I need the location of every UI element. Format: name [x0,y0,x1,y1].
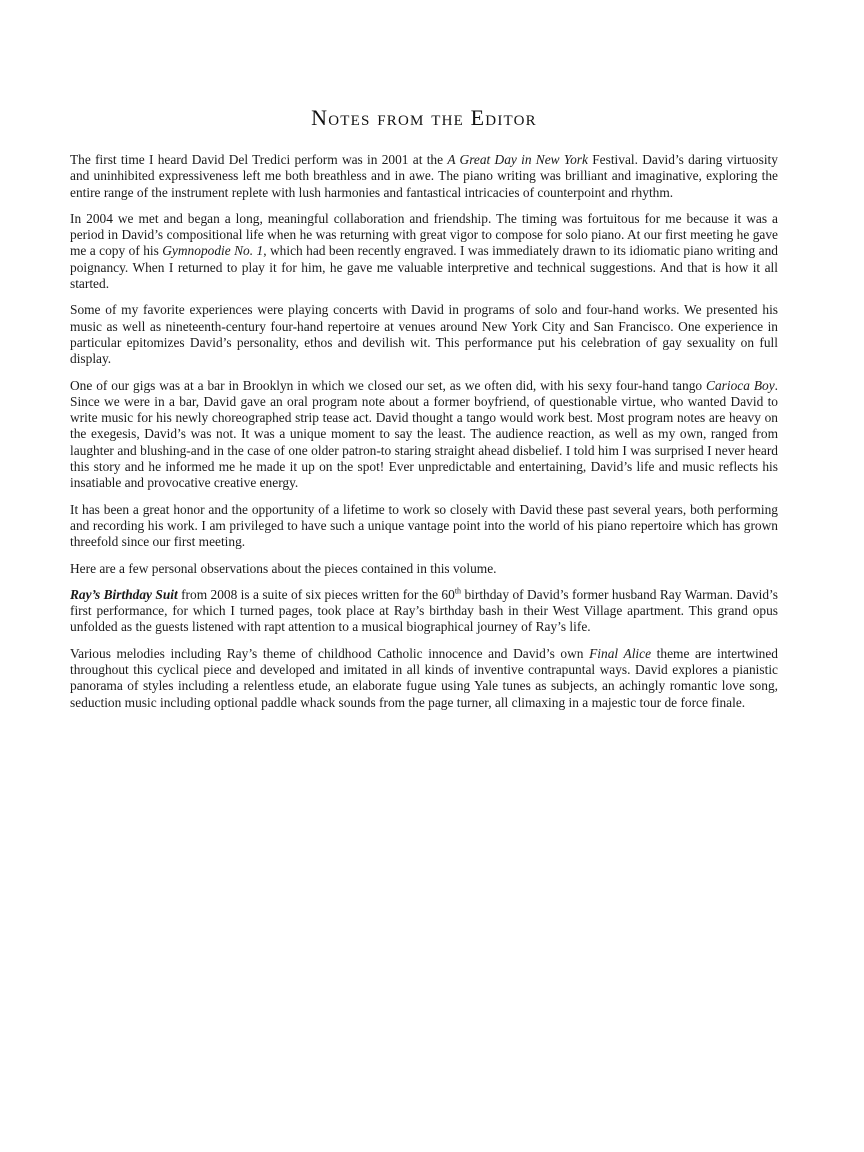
document-page [70,0,778,721]
paragraph-3 [70,302,778,367]
paragraph-7 [70,587,778,636]
paragraph-8-text-a: Various melodies including Ray’s theme of childhood Catholic innocence and David’s own [70,645,590,661]
paragraph-8 [70,646,778,711]
paragraph-4-text-c: . Since we were in a bar, David gave an oral program note about a former boyfriend, of questionable virtue, who wanted David to write music for his newly choreographed strip tease act. David thought a tango would work best. Most program notes are heavy on the exegesis, David’s was not. It was a unique moment to say the least. The audience reaction, as well as my own, ranged from laughter and blushing-and in the case of one older patron-to staring straight ahead disbelief. I told him I was surprised I never heard this story and he informed me he made it up on the spot! Ever unpredictable and entertaining, David’s life and music reflects his insatiable and provocative creative energy. [70,377,778,491]
paragraph-3-text-a: Some of my favorite experiences were playing concerts with David in programs of solo and four-hand works. We presented his music as well as nineteenth-century four-hand repertoire at venues around New York City and San Francisco. One experience in particular epitomizes David’s personality, ethos and devilish wit. This performance put his celebration of gay sexuality on full display. [70,302,778,367]
paragraph-8-text-c: theme are intertwined throughout this cyclical piece and developed and imitated in all kinds of inventive contrapuntal ways. David explores a pianistic panorama of styles including a relentless etude, an elaborate fugue using Yale tunes as subjects, an achingly romantic love song, seduction music including optional paddle whack sounds from the page turner, all climaxing in a majestic tour de force finale. [70,645,779,710]
paragraph-2 [70,211,778,292]
paragraph-4-italic-title: Carioca Boy [706,377,775,393]
paragraph-6-text-a: Here are a few personal observations about the pieces contained in this volume. [70,560,497,576]
paragraph-7-text-b: from 2008 is a suite of six pieces written for the 60 [177,586,455,602]
paragraph-1 [70,152,778,201]
paragraph-2-italic-title: Gymnopodie No. 1 [162,243,264,259]
paragraph-2-text-c: , which had been recently engraved. I was immediately drawn to its idiomatic piano writing and poignancy. When I returned to play it for him, he gave me valuable interpretive and technical suggestions. And that is how it all started. [70,243,778,292]
body-text [70,152,778,711]
paragraph-5-text-a: It has been a great honor and the opportunity of a lifetime to work so closely with David these past several years, both performing and recording his work. I am privileged to have such a unique vantage point into the world of his piano repertoire which has grown threefold since our first meeting. [70,501,778,550]
paragraph-1-text-a: The first time I heard David Del Tredici perform was in 2001 at the [70,152,448,167]
paragraph-2-text-a: In 2004 we met and began a long, meaningful collaboration and friendship. The timing was fortuitous for me because it was a period in David’s compositional life when he was returning with great vigor to compose for solo piano. At our first meeting he gave me a copy of his [70,210,778,259]
paragraph-5 [70,502,778,551]
paragraph-7-bold-italic-title: Ray’s Birthday Suit [70,586,178,602]
paragraph-7-superscript: th [454,586,462,596]
paragraph-1-text-c: Festival. David’s daring virtuosity and uninhibited expressiveness left me both breathless and in awe. The piano writing was brilliant and imaginative, exploring the entire range of the instrument replete with lush harmonies and fantastical intricacies of counterpoint and rhythm. [70,152,778,200]
page-title: Notes from the Editor [311,105,537,130]
paragraph-1-italic-title: A Great Day in New York [447,152,588,167]
paragraph-4-text-a: One of our gigs was at a bar in Brooklyn in which we closed our set, as we often did, with his sexy four-hand tango [70,377,707,393]
paragraph-4 [70,378,778,492]
paragraph-8-italic-title: Final Alice [589,645,652,661]
paragraph-6 [70,561,778,577]
paragraph-7-text-c: birthday of David’s former husband Ray Warman. David’s first performance, for which I turned pages, took place at Ray’s birthday bash in their West Village apartment. This grand opus unfolded as the guests listened with rapt attention to a musical biographical journey of Ray’s life. [70,586,778,635]
